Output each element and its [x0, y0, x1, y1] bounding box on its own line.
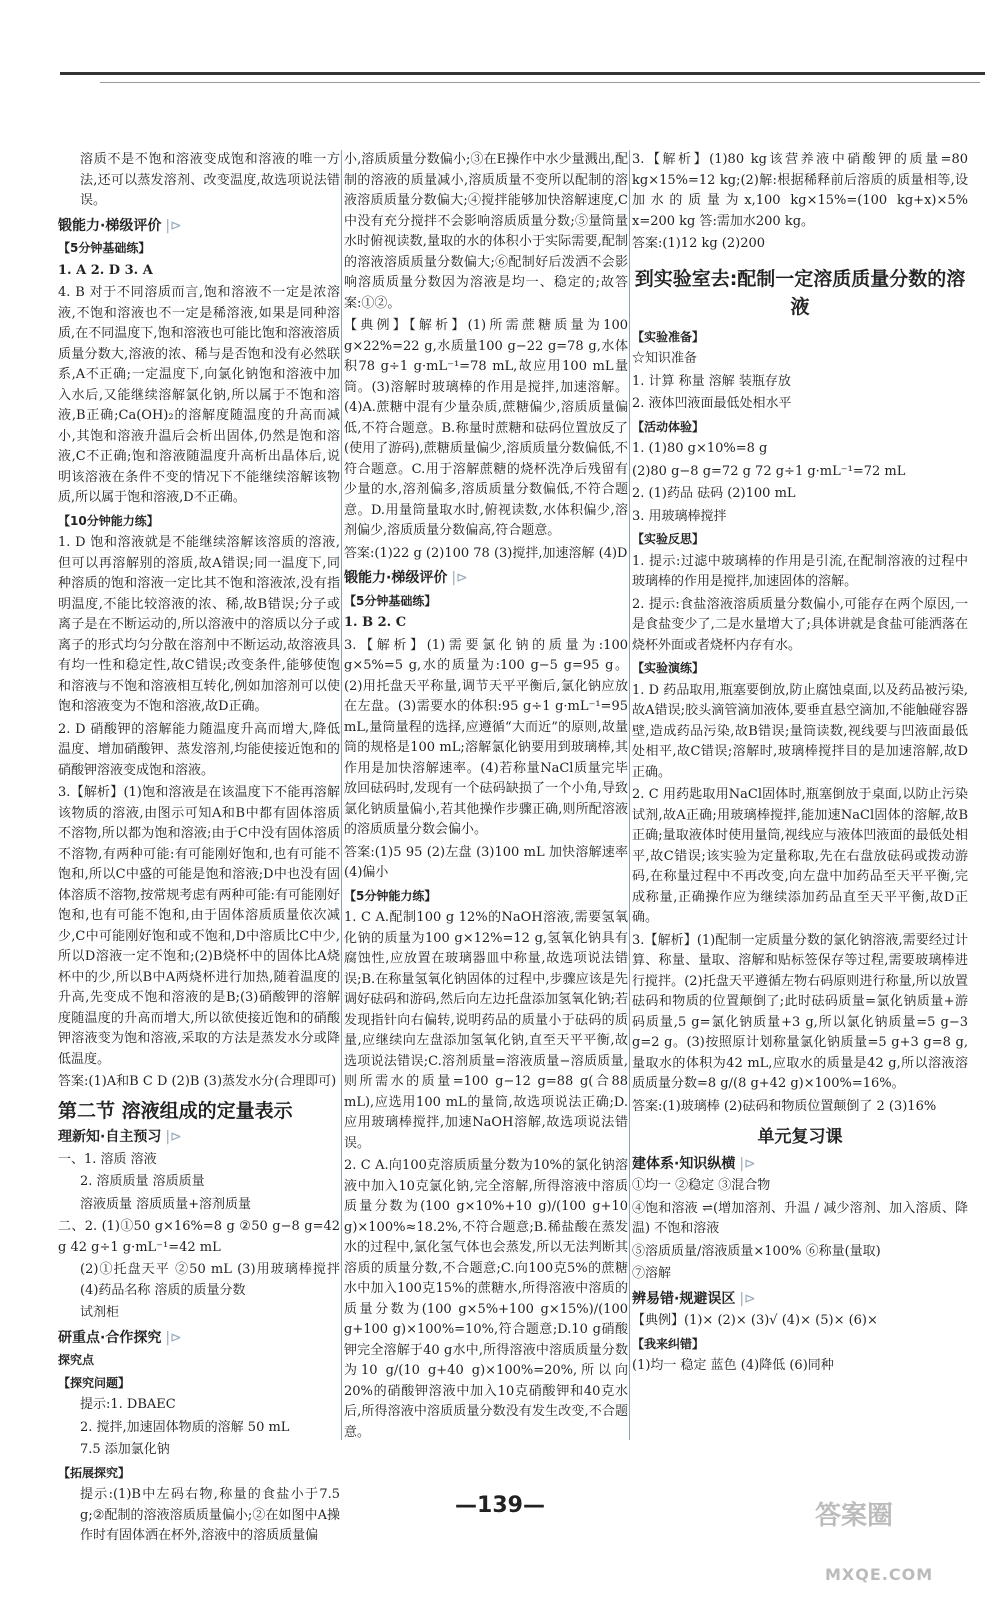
section-head-preview [58, 1127, 340, 1148]
activity-line: 1. (1)80 g×10%=8 g [632, 441, 768, 456]
prep-line: 2. 液体凹液面最低处相水平 [632, 396, 792, 411]
section-head-mistakes [632, 1289, 968, 1310]
activity-line: 2. (1)药品 砝码 (2)100 mL [632, 486, 796, 501]
watermark-url: MXQE.COM [825, 1565, 934, 1584]
chevron-icon: |⊳ [451, 570, 468, 586]
reflect-line: 1. 提示:过滤中玻璃棒的作用是引流,在配制溶液的过程中玻璃棒的作用是搅拌,加速固体的溶解。 [632, 553, 968, 589]
page-number: —139— [455, 1493, 545, 1518]
tag-basic: 【5分钟基础练】 [344, 593, 437, 608]
tag-extend: 【拓展探究】 [58, 1465, 131, 1480]
correct-line: (1)均一 稳定 蓝色 (4)降低 (6)同种 [632, 1358, 834, 1373]
column-right [632, 150, 968, 1379]
review-line: ⑦溶解 [632, 1266, 672, 1281]
section-head-ability [344, 568, 628, 589]
intro-text: 溶质不是不饱和溶液变成饱和溶液的唯一方法,还可以蒸发溶剂、改变温度,故选项说法错误。 [80, 152, 340, 208]
drill-line: 2. C 用药匙取用NaCl固体时,瓶塞倒放于桌面,以防止污染试剂,故A正确;用玻璃棒搅拌,能加速NaCl固体的溶解,故B正确;量取液体时使用量筒,视线应与液体凹液面的最低处相平,故C错误;该实验为定量称取,先在右盘放砝码或拨动游码,在称量过程中不再改变,向左盘中加药品至天平平衡,完成称量,正确操作应为继续添加药品直至天平平衡,故D正确。 [632, 787, 968, 925]
watermark-logo: 答案圈 [815, 1501, 894, 1531]
extend-text: 提示:(1)B中左码右物,称量的食盐小于7.5 g;②配制的溶液溶质质量偏小;②在如图中A操作时有固体洒在杯外,溶液中的溶质质量偏 [80, 1487, 340, 1543]
top-rule [60, 72, 985, 75]
explore-line: 7.5 添加氯化钠 [80, 1442, 170, 1457]
preview-line: (2)①托盘天平 ②50 mL (3)用玻璃棒搅拌 (4)药品名称 溶质的质量分数 [80, 1262, 340, 1298]
tag-basic: 【5分钟基础练】 [58, 241, 151, 255]
tag-explore-point: 探究点 [58, 1353, 95, 1367]
column-divider-1 [341, 150, 342, 1440]
answer-short: 1. B 2. C [344, 615, 407, 630]
answer-q1: 1. C A.配制100 g 12%的NaOH溶液,需要氢氧化钠的质量为100 g×12%=12 g,氢氧化钠具有腐蚀性,应放置在玻璃器皿中称量,故选项说法错误;B.在称量氢氧化钠固体的过程中,步骤应该是先调好砝码和游码,然后向左边托盘添加氢氧化钠;若发现指针向右偏转,说明药品的质量小于砝码的质量,应继续向左盘添加氢氧化钠,直至天平平衡,故选项说法错误;C.溶剂质量=溶液质量−溶质质量,则所需水的质量=100 g−12 g=88 g(合88 mL),应选用100 mL的量筒,故选项说法正确;D.应用玻璃棒搅拌,加速NaOH溶解,故选项说法错误。 [344, 910, 628, 1151]
chevron-icon: |⊳ [739, 1155, 756, 1172]
chevron-icon: |⊳ [739, 1290, 756, 1307]
chevron-icon: |⊳ [165, 1129, 182, 1145]
reflect-line: 2. 提示:食盐溶液溶质质量分数偏小,可能存在两个原因,一是食盐变少了,二是水量增大了;具体讲就是食盐可能洒落在烧杯外面或者烧杯内存有水。 [632, 596, 968, 653]
tag-correct: 【我来纠错】 [632, 1336, 705, 1351]
head-label: 锻能力·梯级评价 [58, 217, 162, 234]
head-label: 锻能力·梯级评价 [344, 570, 448, 586]
answer-q2: 2. D 硝酸钾的溶解能力随温度升高而增大,降低温度、增加硝酸钾、蒸发溶剂,均能使接近饱和的硝酸钾溶液变成饱和溶液。 [58, 721, 340, 778]
example-answers: 【典例】(1)× (2)× (3)√ (4)× (5)× (6)× [632, 1313, 878, 1328]
answer-q3: 3.【解析】(1)80 kg该营养液中硝酸钾的质量=80 kg×15%=12 kg;(2)解:根据稀释前后溶质的质量相等,设加水的质量为x,100 kg×15%=(100 kg+x)×5% x=200 kg 答:需加水200 kg。 [632, 152, 968, 229]
preview-line: 一、1. 溶质 溶液 [58, 1151, 157, 1167]
answer-short: 1. A 2. D 3. A [58, 262, 153, 278]
tag-explore-question: 【探究问题】 [58, 1375, 131, 1390]
lab-title: 到实验室去:配制一定溶质质量分数的溶液 [634, 267, 966, 318]
chevron-icon: |⊳ [165, 217, 182, 234]
prep-title: ☆知识准备 [632, 351, 698, 366]
example-analysis: 【典例】【解析】(1)所需蔗糖质量为100 g×22%=22 g,水质量100 g−22 g=78 g,水体积78 g÷1 g·mL⁻¹=78 mL,故应用100 mL量筒。(3)溶解时玻璃棒的作用是搅拌,加速溶解。(4)A.蔗糖中混有少量杂质,蔗糖偏少,溶质质量偏低,不符合题意。B.称量时蔗糖和砝码位置放反了(使用了游码),蔗糖质量偏少,溶质质量分数偏低,不符合题意。C.用于溶解蔗糖的烧杯洗净后残留有少量的水,溶剂偏多,溶质质量分数偏低,不符合题意。D.用量筒量取水时,俯视读数,水体积偏少,溶剂偏少,溶质质量分数偏高,符合题意。 [344, 318, 628, 538]
answer-q3-final: 答案:(1)5 95 (2)左盘 (3)100 mL 加快溶解速率 (4)偏小 [344, 844, 628, 880]
column-divider-2 [629, 150, 630, 1440]
answer-q4: 4. B 对于不同溶质而言,饱和溶液不一定是浓溶液,不饱和溶液也不一定是稀溶液,如果是同种溶质,在不同温度下,饱和溶液也可能比饱和溶液溶质质量分数大,溶液的浓、稀与是否饱和没有必然联系,A不正确;一定温度下,向氯化钠饱和溶液中加入水后,又能继续溶解氯化钠,所以属于不饱和溶液,B正确;Ca(OH)₂的溶解度随温度的升高而减小,其饱和溶液升温后会析出固体,仍然是饱和溶液,C不正确;饱和溶液随温度升高析出晶体后,说明该溶液在条件不变的情况下不能继续溶解该物质,所以属于饱和溶液,D不正确。 [58, 285, 340, 505]
preview-line: 2. 溶质质量 溶质质量 [80, 1174, 205, 1189]
chevron-icon: |⊳ [165, 1329, 182, 1346]
review-title: 单元复习课 [757, 1127, 843, 1147]
explore-line: 提示:1. DBAEC [80, 1397, 176, 1412]
section-title: 第二节 溶液组成的定量表示 [58, 1099, 293, 1122]
drill-line: 1. D 药品取用,瓶塞要倒放,防止腐蚀桌面,以及药品被污染,故A错误;胶头滴管滴加液体,要垂直悬空滴加,不能触碰容器壁,造成药品污染,故B错误;量筒读数,视线要与凹液面最低处相平,故C错误;溶解时,玻璃棒搅拌目的是加速溶解,故D正确。 [632, 682, 968, 780]
section-head-ability [58, 216, 340, 237]
preview-line: 二、2. (1)①50 g×16%=8 g ②50 g−8 g=42 g 42 g÷1 g·mL⁻¹=42 mL [58, 1219, 340, 1255]
review-line: ①均一 ②稳定 ③混合物 [632, 1178, 771, 1193]
example-answer: 答案:(1)22 g (2)100 78 (3)搅拌,加速溶解 (4)D [344, 545, 628, 561]
tag-ability: 【5分钟能力练】 [344, 888, 437, 903]
prep-line: 1. 计算 称量 溶解 装瓶存放 [632, 373, 791, 389]
top-rule-thin [100, 82, 980, 83]
section-head-explore [58, 1328, 340, 1349]
head-label: 理新知·自主预习 [58, 1129, 162, 1145]
tag-ability: 【10分钟能力练】 [58, 513, 159, 528]
drill-line: 3.【解析】(1)配制一定质量分数的氯化钠溶液,需要经过计算、称量、量取、溶解和贴标签保存等过程,需要玻璃棒进行搅拌。(2)托盘天平遵循左物右码原则进行称量,所以放置砝码和物质的位置颠倒了;此时砝码质量=氯化钠质量+游码质量,5 g=氯化钠质量+3 g,所以氯化钠质量=5 g−3 g=2 g。(3)按照原计划称量氯化钠质量=5 g+3 g=8 g,量取水的体积为42 mL,应取水的质量是42 g,所以溶液溶质质量分数=8 g/(8 g+42 g)×100%=16%。 [632, 932, 968, 1091]
answer-q3-final: 答案:(1)12 kg (2)200 [632, 236, 766, 251]
continued-text: 小,溶质质量分数偏小;③在E操作中水少量溅出,配制的溶液的质量减小,溶质质量不变所以配制的溶液溶质质量分数偏大;④搅拌能够加快溶解速度,C中没有充分搅拌不会影响溶质质量分数;⑤量筒量水时俯视读数,量取的水的体积小于实际需要,配制的溶液溶质质量分数偏大;⑥配制好后泼洒不会影响溶质质量分数因为溶液是均一、稳定的;故答案:①②。 [344, 152, 628, 311]
answer-q2: 2. C A.向100克溶质质量分数为10%的氯化钠溶液中加入10克氯化钠,完全溶解,所得溶液中溶质质量分数为(100 g×10%+10 g)/(100 g+10 g)×100%≈18.2%,不符合题意;B.稀盐酸在蒸发水的过程中,氯化氢气体也会蒸发,所以无法判断其溶质的质量分数,不合题意;C.向100克5%的蔗糖水中加入100克15%的蔗糖水,所得溶液中溶质的质量分数为(100 g×5%+100 g×15%)/(100 g+100 g)×100%=10%,符合题意;D.10 g硝酸钾完全溶解于40 g水中,所得溶液中溶质质量分数为10 g/(10 g+40 g)×100%=20%,所以向20%的硝酸钾溶液中加入10克硝酸钾和40克水后,所得溶液中溶质质量分数没有发生改变,不合题意。 [344, 1158, 628, 1440]
review-line: ④饱和溶液 ⇌(增加溶剂、升温 / 减少溶剂、加入溶质、降温) 不饱和溶液 [632, 1200, 968, 1236]
head-label: 辨易错·规避误区 [632, 1290, 736, 1307]
head-label: 建体系·知识纵横 [632, 1155, 736, 1172]
preview-line: 溶液质量 溶质质量+溶剂质量 [80, 1196, 252, 1212]
head-label: 研重点·合作探究 [58, 1329, 162, 1346]
activity-line: (2)80 g−8 g=72 g 72 g÷1 g·mL⁻¹=72 mL [632, 463, 906, 479]
answer-q3: 3.【解析】(1)饱和溶液是在该温度下不能再溶解该物质的溶液,由图示可知A和B中都有固体溶质不溶物,所以都为饱和溶液;由于C中没有固体溶质不溶物,有两种可能:有可能刚好饱和,也有可能不饱和,所以C中盛的可能是饱和溶液;D中也没有固体溶质不溶物,按常规考虑有两种可能:有可能刚好饱和,也有可能不饱和,由于固体溶质质量依次减少,C中可能刚好饱和或不饱和,D中溶质比C中少,所以D溶液一定不饱和;(2)B烧杯中的固体比A烧杯中的少,所以B中A两烧杯进行加热,随着温度的升高,先变成不饱和溶液的是B;(3)硝酸钾的溶解度随温度的升高而增大,所以欲使接近饱和的硝酸钾溶液变为饱和溶液,采取的方法是蒸发水分或降低温度。 [58, 785, 340, 1067]
tag-reflect: 【实验反思】 [632, 532, 705, 546]
drill-answer: 答案:(1)玻璃棒 (2)砝码和物质位置颠倒了 2 (3)16% [632, 1098, 937, 1114]
answer-q3: 3.【解析】(1)需要氯化钠的质量为:100 g×5%=5 g,水的质量为:100 g−5 g=95 g。(2)用托盘天平称量,调节天平平衡后,氯化钠应放在左盘。(3)需要水的体积:95 g÷1 g·mL⁻¹=95 mL,量筒量程的选择,应遵循“大而近”的原则,故量筒的规格是100 mL;溶解氯化钠要用到玻璃棒,其作用是加快溶解速率。(4)若称量NaCl质量完毕放回砝码时,发现有一个砝码缺损了一个小角,导致氯化钠质量偏小,若其他操作步骤正确,则所配溶液的溶质质量分数会偏小。 [344, 637, 628, 837]
review-line: ⑤溶质质量/溶液质量×100% ⑥称量(量取) [632, 1243, 881, 1259]
answer-q1: 1. D 饱和溶液就是不能继续溶解该溶质的溶液,但可以再溶解别的溶质,故A错误;同一温度下,同种溶质的饱和溶液一定比其不饱和溶液浓,没有指明温度,不能比较溶液的浓、稀,故B错误;分子或离子是在不断运动的,所以溶液中的溶质以分子或离子的形式均匀分散在溶剂中不断运动,故溶液具有均一性和稳定性,故C错误;改变条件,能够使饱和溶液与不饱和溶液相互转化,例如加溶剂可以使饱和溶液变为不饱和溶液,故D正确。 [58, 535, 340, 714]
tag-drill: 【实验演练】 [632, 661, 705, 675]
tag-prep: 【实验准备】 [632, 329, 705, 344]
column-middle [344, 150, 628, 1445]
answer-q3-final: 答案:(1)A和B C D (2)B (3)蒸发水分(合理即可) [58, 1074, 337, 1089]
preview-line: 试剂柜 [80, 1305, 120, 1320]
section-head-system [632, 1154, 968, 1175]
tag-activity: 【活动体验】 [632, 419, 705, 434]
activity-line: 3. 用玻璃棒搅拌 [632, 508, 727, 524]
column-left [58, 150, 340, 1549]
explore-line: 2. 搅拌,加速固体物质的溶解 50 mL [80, 1419, 290, 1435]
